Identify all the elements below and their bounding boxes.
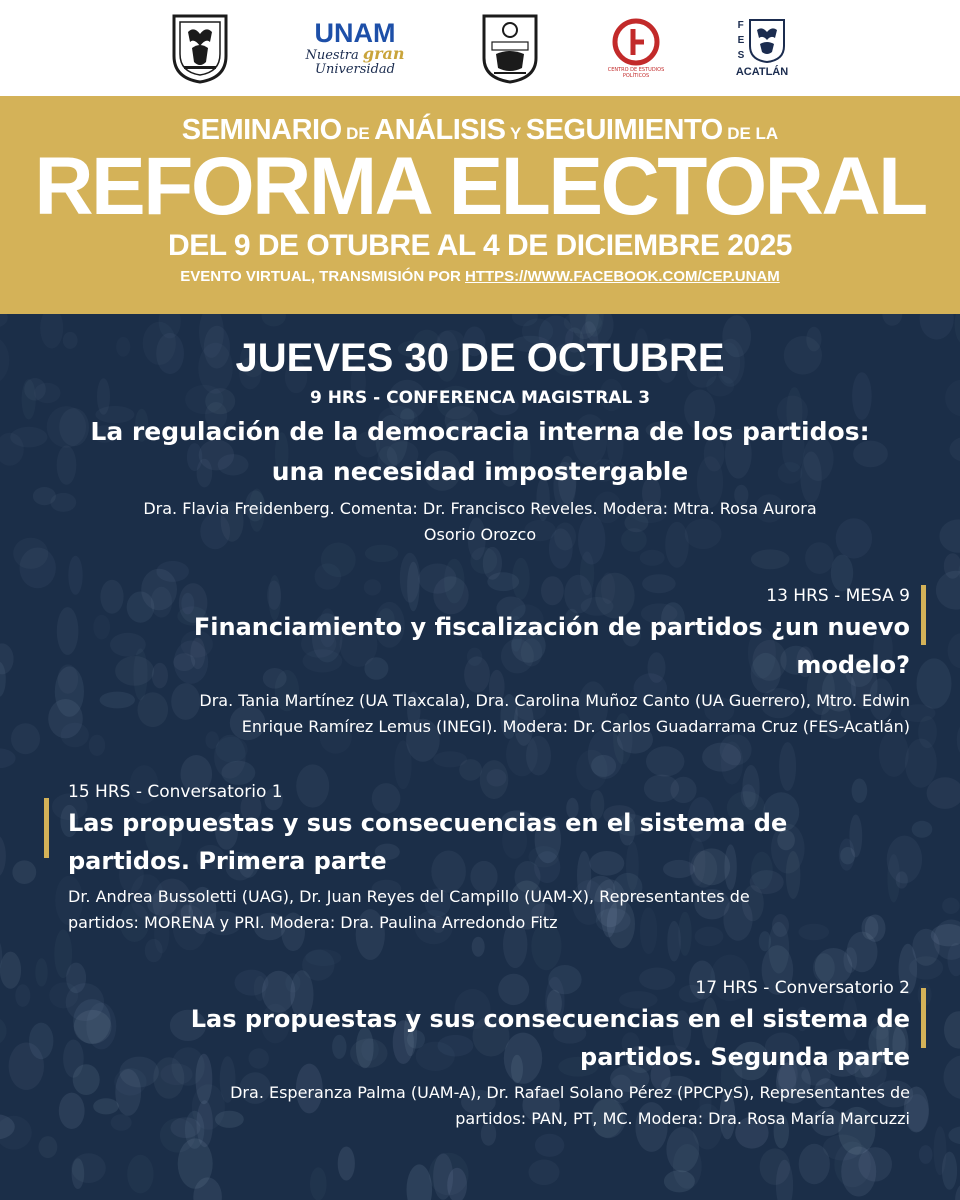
crowd-blob xyxy=(640,550,665,566)
fes-letters xyxy=(738,18,745,63)
crowd-blob xyxy=(664,1170,695,1192)
crowd-blob xyxy=(751,549,790,569)
crowd-blob xyxy=(338,1147,355,1181)
crowd-blob xyxy=(646,746,684,776)
program-section xyxy=(0,314,960,1200)
crowd-blob xyxy=(433,1153,453,1200)
cep-emblem-icon xyxy=(611,17,661,67)
cep-caption: CENTRO DE ESTUDIOS POLÍTICOS xyxy=(607,67,665,79)
unam-nuestra-gran-universidad-logo xyxy=(300,10,410,86)
crowd-blob xyxy=(11,723,40,754)
unam-seal-logo xyxy=(168,10,232,86)
broadcast-info xyxy=(0,268,960,285)
session-title-line: Las propuestas y sus consecuencias en el sistema de xyxy=(190,1005,910,1033)
crowd-blob xyxy=(20,548,56,589)
crowd-blob xyxy=(942,898,960,914)
session-time: 17 HRS - Conversatorio 2 xyxy=(695,978,910,998)
session-participants xyxy=(60,496,900,548)
heading-seguimiento: SEGUIMIENTO xyxy=(525,114,723,146)
fes-seal-icon xyxy=(748,18,786,64)
crowd-blob xyxy=(535,1134,564,1157)
session-title-line: La regulación de la democracia interna de los partidos: xyxy=(90,417,870,446)
crowd-blob xyxy=(917,658,952,708)
crowd-blob xyxy=(12,860,36,884)
crowd-blob xyxy=(145,939,163,962)
crowd-blob xyxy=(15,984,30,1007)
session-title-line: modelo? xyxy=(796,651,910,679)
crowd-blob xyxy=(305,949,341,966)
event-title: REFORMA ELECTORAL xyxy=(34,141,926,232)
crowd-blob xyxy=(927,777,960,809)
session-title-line: Financiamiento y fiscalización de partidos ¿un nuevo xyxy=(193,613,910,641)
faculty-seal-logo xyxy=(478,10,542,86)
session-title-line: partidos. Primera parte xyxy=(68,847,387,875)
faculty-seal-icon xyxy=(480,12,540,84)
session-title xyxy=(60,412,900,492)
participants-line: Dra. Esperanza Palma (UAM-A), Dr. Rafael Solano Pérez (PPCPyS), Representantes de xyxy=(230,1083,910,1102)
crowd-blob xyxy=(472,937,485,957)
unam-tagline xyxy=(305,44,405,77)
gold-accent-bar xyxy=(44,798,49,858)
event-dates: DEL 9 DE OTUBRE AL 4 DE DICIEMBRE 2025 xyxy=(168,229,792,262)
participants-line: Osorio Orozco xyxy=(423,525,537,544)
session-title-line: una necesidad impostergable xyxy=(271,457,689,486)
heading-de: DE xyxy=(346,124,370,143)
crowd-blob xyxy=(912,821,933,838)
crowd-blob xyxy=(10,427,47,448)
unam-tag-gran: gran xyxy=(362,44,405,63)
session-mesa-9 xyxy=(60,584,910,740)
session-participants xyxy=(60,1080,910,1132)
gold-accent-bar xyxy=(921,988,926,1048)
broadcast-prefix: EVENTO VIRTUAL, TRANSMISIÓN POR xyxy=(180,268,466,285)
crowd-blob xyxy=(262,314,286,326)
unam-tag-nuestra: Nuestra xyxy=(305,48,359,63)
unam-seal-icon xyxy=(170,12,230,84)
heading-analisis: ANÁLISIS xyxy=(374,114,506,146)
crowd-blob xyxy=(407,1164,433,1200)
seminar-header-banner xyxy=(0,96,960,314)
participants-line: partidos: PAN, PT, MC. Modera: Dra. Rosa María Marcuzzi xyxy=(455,1109,910,1128)
fes-name: ACATLÁN xyxy=(735,66,789,78)
fes-row xyxy=(738,18,787,64)
crowd-blob xyxy=(945,380,960,417)
facebook-link[interactable]: HTTPS://WWW.FACEBOOK.COM/CEP.UNAM xyxy=(465,268,780,285)
crowd-blob xyxy=(591,755,616,777)
heading-seminario: SEMINARIO xyxy=(181,114,342,146)
gold-accent-bar xyxy=(921,585,926,645)
crowd-blob xyxy=(950,437,960,462)
fes-letter-e: E xyxy=(737,35,745,46)
session-title xyxy=(60,1000,910,1076)
crowd-blob xyxy=(9,1043,44,1090)
cep-logo xyxy=(604,10,668,86)
participants-line: Dra. Tania Martínez (UA Tlaxcala), Dra. Carolina Muñoz Canto (UA Guerrero), Mtro. Edwin xyxy=(199,691,910,710)
session-time: 13 HRS - MESA 9 xyxy=(766,586,910,606)
heading-de-la: DE LA xyxy=(727,124,779,143)
session-title xyxy=(60,608,910,684)
crowd-blob xyxy=(882,314,902,326)
session-time: 9 HRS - CONFERENCA MAGISTRAL 3 xyxy=(309,388,651,408)
fes-acatlan-logo xyxy=(732,10,792,86)
crowd-blob xyxy=(948,1126,960,1144)
crowd-blob xyxy=(0,748,16,768)
fes-letter-s: S xyxy=(737,50,745,61)
participants-line: Enrique Ramírez Lemus (INEGI). Modera: Dr. Carlos Guadarrama Cruz (FES-Acatlán) xyxy=(241,717,910,736)
crowd-blob xyxy=(310,1167,327,1200)
logo-bar xyxy=(0,0,960,96)
crowd-blob xyxy=(934,1126,947,1175)
session-conferencia-magistral xyxy=(60,386,900,548)
participants-line: partidos: MORENA y PRI. Modera: Dra. Paulina Arredondo Fitz xyxy=(68,913,558,932)
crowd-blob xyxy=(127,1155,153,1194)
crowd-blob xyxy=(799,1144,830,1184)
heading-y: Y xyxy=(509,124,522,143)
crowd-blob xyxy=(216,737,248,763)
participants-line: Dra. Flavia Freidenberg. Comenta: Dr. Francisco Reveles. Modera: Mtra. Rosa Aurora xyxy=(143,499,817,518)
crowd-blob xyxy=(0,314,8,327)
crowd-blob xyxy=(72,1158,85,1189)
crowd-blob xyxy=(834,1142,871,1188)
crowd-blob xyxy=(24,378,46,401)
session-title-line: partidos. Segunda parte xyxy=(580,1043,910,1071)
session-participants xyxy=(68,884,898,936)
crowd-blob xyxy=(0,834,6,877)
crowd-blob xyxy=(919,1145,933,1164)
crowd-blob xyxy=(39,1136,58,1158)
crowd-blob xyxy=(526,736,551,776)
session-title xyxy=(68,804,898,880)
crowd-blob xyxy=(35,958,47,986)
crowd-blob xyxy=(0,952,21,989)
crowd-blob xyxy=(948,633,960,668)
unam-wordmark: UNAM xyxy=(314,18,396,48)
crowd-blob xyxy=(955,1184,960,1200)
session-participants xyxy=(60,688,910,740)
session-conversatorio-1 xyxy=(68,780,898,936)
session-time: 15 HRS - Conversatorio 1 xyxy=(68,782,283,802)
crowd-blob xyxy=(905,739,937,788)
crowd-blob xyxy=(433,751,467,767)
crowd-blob xyxy=(0,1016,7,1046)
crowd-blob xyxy=(944,1055,960,1099)
session-title-line: Las propuestas y sus consecuencias en el sistema de xyxy=(68,809,788,837)
day-title: JUEVES 30 DE OCTUBRE xyxy=(235,336,725,380)
session-conversatorio-2 xyxy=(60,976,910,1132)
unam-tag-universidad: Universidad xyxy=(315,62,395,77)
crowd-blob xyxy=(944,1011,960,1048)
crowd-blob xyxy=(666,1127,699,1172)
crowd-blob xyxy=(529,1160,560,1186)
crowd-blob xyxy=(54,930,72,979)
crowd-blob xyxy=(939,519,960,552)
fes-letter-f: F xyxy=(737,20,744,31)
participants-line: Dr. Andrea Bussoletti (UAG), Dr. Juan Reyes del Campillo (UAM-X), Representantes de xyxy=(68,887,750,906)
